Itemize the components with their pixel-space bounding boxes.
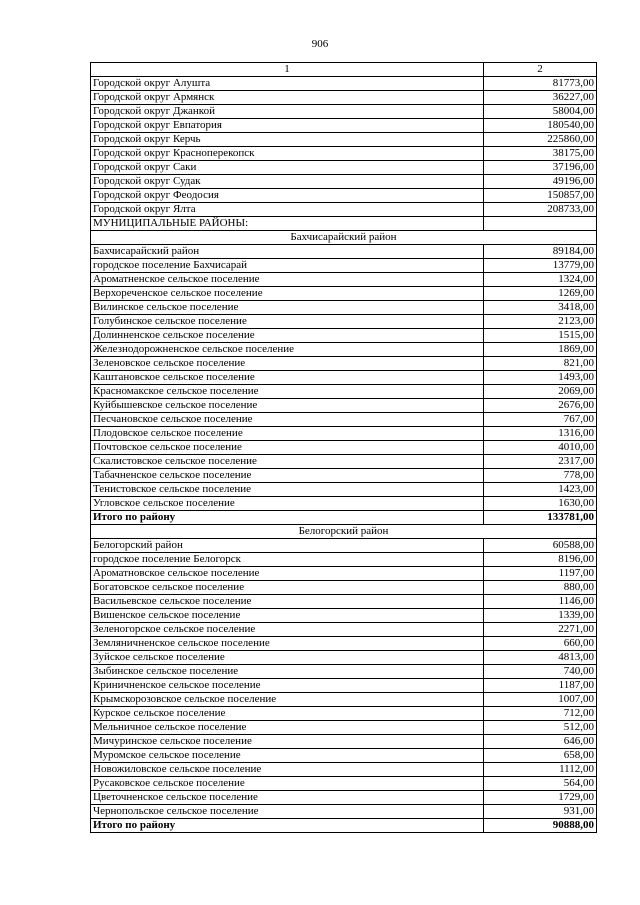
table-row [91,189,597,203]
table-row [91,175,597,189]
table-row [91,595,597,609]
district-title-row [91,231,597,245]
row-value: 1493,00 [484,371,597,385]
table-row [91,483,597,497]
row-name: Мельничное сельское поселение [91,721,484,735]
table-row [91,287,597,301]
table-row [91,609,597,623]
row-value: 8196,00 [484,553,597,567]
row-name: Каштановское сельское поселение [91,371,484,385]
table-row [91,623,597,637]
row-value: 1729,00 [484,791,597,805]
district-title: Белогорский район [91,525,597,539]
row-name: Скалистовское сельское поселение [91,455,484,469]
row-name: Табачненское сельское поселение [91,469,484,483]
row-name: Голубинское сельское поселение [91,315,484,329]
row-name: Почтовское сельское поселение [91,441,484,455]
page-number: 906 [311,38,329,50]
table-row [91,651,597,665]
row-value: 512,00 [484,721,597,735]
row-value: 931,00 [484,805,597,819]
table-row [91,315,597,329]
row-name: Плодовское сельское поселение [91,427,484,441]
table-row [91,91,597,105]
table-row [91,245,597,259]
row-value: 660,00 [484,637,597,651]
table-row [91,721,597,735]
row-value: 658,00 [484,749,597,763]
table-row [91,567,597,581]
row-name: Новожиловское сельское поселение [91,763,484,777]
table-row [91,399,597,413]
table-row [91,749,597,763]
table-body [91,63,597,833]
empty-cell [484,217,597,231]
row-name: Бахчисарайский район [91,245,484,259]
row-name: Вишенское сельское поселение [91,609,484,623]
row-value: 3418,00 [484,301,597,315]
table-row [91,637,597,651]
table-row [91,147,597,161]
row-value: 58004,00 [484,105,597,119]
row-value: 1316,00 [484,427,597,441]
row-name: городское поселение Белогорск [91,553,484,567]
column-header: 1 [91,63,484,77]
table-row [91,357,597,371]
row-name: Красномакское сельское поселение [91,385,484,399]
table-row [91,133,597,147]
total-row [91,511,597,525]
row-value: 4813,00 [484,651,597,665]
row-value: 225860,00 [484,133,597,147]
row-name: Городской округ Судак [91,175,484,189]
row-value: 564,00 [484,777,597,791]
row-value: 778,00 [484,469,597,483]
row-value: 767,00 [484,413,597,427]
table-row [91,119,597,133]
district-title-row [91,525,597,539]
row-name: Городской округ Армянск [91,91,484,105]
row-name: Городской округ Феодосия [91,189,484,203]
row-name: Вилинское сельское поселение [91,301,484,315]
row-name: Зеленогорское сельское поселение [91,623,484,637]
row-name: Криничненское сельское поселение [91,679,484,693]
row-name: Васильевское сельское поселение [91,595,484,609]
row-name: Куйбышевское сельское поселение [91,399,484,413]
municipal-heading: МУНИЦИПАЛЬНЫЕ РАЙОНЫ: [91,217,484,231]
row-name: Земляничненское сельское поселение [91,637,484,651]
row-value: 2069,00 [484,385,597,399]
row-name: Крымскорозовское сельское поселение [91,693,484,707]
row-name: Зеленовское сельское поселение [91,357,484,371]
table-row [91,455,597,469]
row-value: 1269,00 [484,287,597,301]
row-name: Курское сельское поселение [91,707,484,721]
row-value: 740,00 [484,665,597,679]
row-value: 1187,00 [484,679,597,693]
row-value: 1869,00 [484,343,597,357]
row-name: Белогорский район [91,539,484,553]
row-value: 60588,00 [484,539,597,553]
total-value: 90888,00 [484,819,597,833]
row-value: 49196,00 [484,175,597,189]
table-row [91,105,597,119]
row-name: Мичуринское сельское поселение [91,735,484,749]
row-name: Чернопольское сельское поселение [91,805,484,819]
row-name: Ароматненское сельское поселение [91,273,484,287]
table-row [91,77,597,91]
row-name: Муромское сельское поселение [91,749,484,763]
table-row [91,259,597,273]
table-row [91,385,597,399]
total-label: Итого по району [91,511,484,525]
table-row [91,805,597,819]
table-row [91,161,597,175]
row-value: 2123,00 [484,315,597,329]
row-value: 1007,00 [484,693,597,707]
row-name: Тенистовское сельское поселение [91,483,484,497]
column-header: 2 [484,63,597,77]
header-row [91,63,597,77]
row-value: 180540,00 [484,119,597,133]
table-row [91,413,597,427]
row-value: 880,00 [484,581,597,595]
section-heading-row [91,217,597,231]
row-value: 2271,00 [484,623,597,637]
table-row [91,427,597,441]
row-name: Зуйское сельское поселение [91,651,484,665]
row-name: Городской округ Красноперекопск [91,147,484,161]
table-row [91,665,597,679]
row-name: Городской округ Ялта [91,203,484,217]
table-row [91,301,597,315]
total-label: Итого по району [91,819,484,833]
table-row [91,441,597,455]
row-name: Железнодорожненское сельское поселение [91,343,484,357]
row-name: Долинненское сельское поселение [91,329,484,343]
row-value: 821,00 [484,357,597,371]
row-value: 1630,00 [484,497,597,511]
row-value: 1197,00 [484,567,597,581]
row-name: городское поселение Бахчисарай [91,259,484,273]
row-value: 4010,00 [484,441,597,455]
row-value: 13779,00 [484,259,597,273]
row-value: 1339,00 [484,609,597,623]
table-row [91,693,597,707]
table-row [91,763,597,777]
row-value: 712,00 [484,707,597,721]
table-row [91,329,597,343]
table-row [91,497,597,511]
table-row [91,707,597,721]
row-value: 81773,00 [484,77,597,91]
table-row [91,539,597,553]
row-name: Цветочненское сельское поселение [91,791,484,805]
total-value: 133781,00 [484,511,597,525]
row-value: 1112,00 [484,763,597,777]
row-name: Городской округ Джанкой [91,105,484,119]
table-row [91,735,597,749]
row-value: 38175,00 [484,147,597,161]
row-value: 150857,00 [484,189,597,203]
row-name: Богатовское сельское поселение [91,581,484,595]
row-value: 36227,00 [484,91,597,105]
row-name: Верхореченское сельское поселение [91,287,484,301]
district-title: Бахчисарайский район [91,231,597,245]
total-row [91,819,597,833]
row-value: 37196,00 [484,161,597,175]
row-value: 208733,00 [484,203,597,217]
row-value: 1324,00 [484,273,597,287]
row-name: Русаковское сельское поселение [91,777,484,791]
row-name: Песчановское сельское поселение [91,413,484,427]
row-name: Зыбинское сельское поселение [91,665,484,679]
row-name: Угловское сельское поселение [91,497,484,511]
row-value: 1146,00 [484,595,597,609]
row-value: 646,00 [484,735,597,749]
table-row [91,371,597,385]
row-name: Городской округ Саки [91,161,484,175]
budget-table [90,62,597,833]
table-row [91,469,597,483]
table-row [91,553,597,567]
table-row [91,679,597,693]
table-row [91,273,597,287]
row-name: Городской округ Евпатория [91,119,484,133]
table-row [91,343,597,357]
row-name: Городской округ Алушта [91,77,484,91]
row-name: Городской округ Керчь [91,133,484,147]
table-row [91,203,597,217]
row-value: 89184,00 [484,245,597,259]
table-row [91,777,597,791]
row-value: 2317,00 [484,455,597,469]
row-value: 1423,00 [484,483,597,497]
row-value: 1515,00 [484,329,597,343]
row-value: 2676,00 [484,399,597,413]
table-row [91,581,597,595]
table-row [91,791,597,805]
row-name: Ароматновское сельское поселение [91,567,484,581]
